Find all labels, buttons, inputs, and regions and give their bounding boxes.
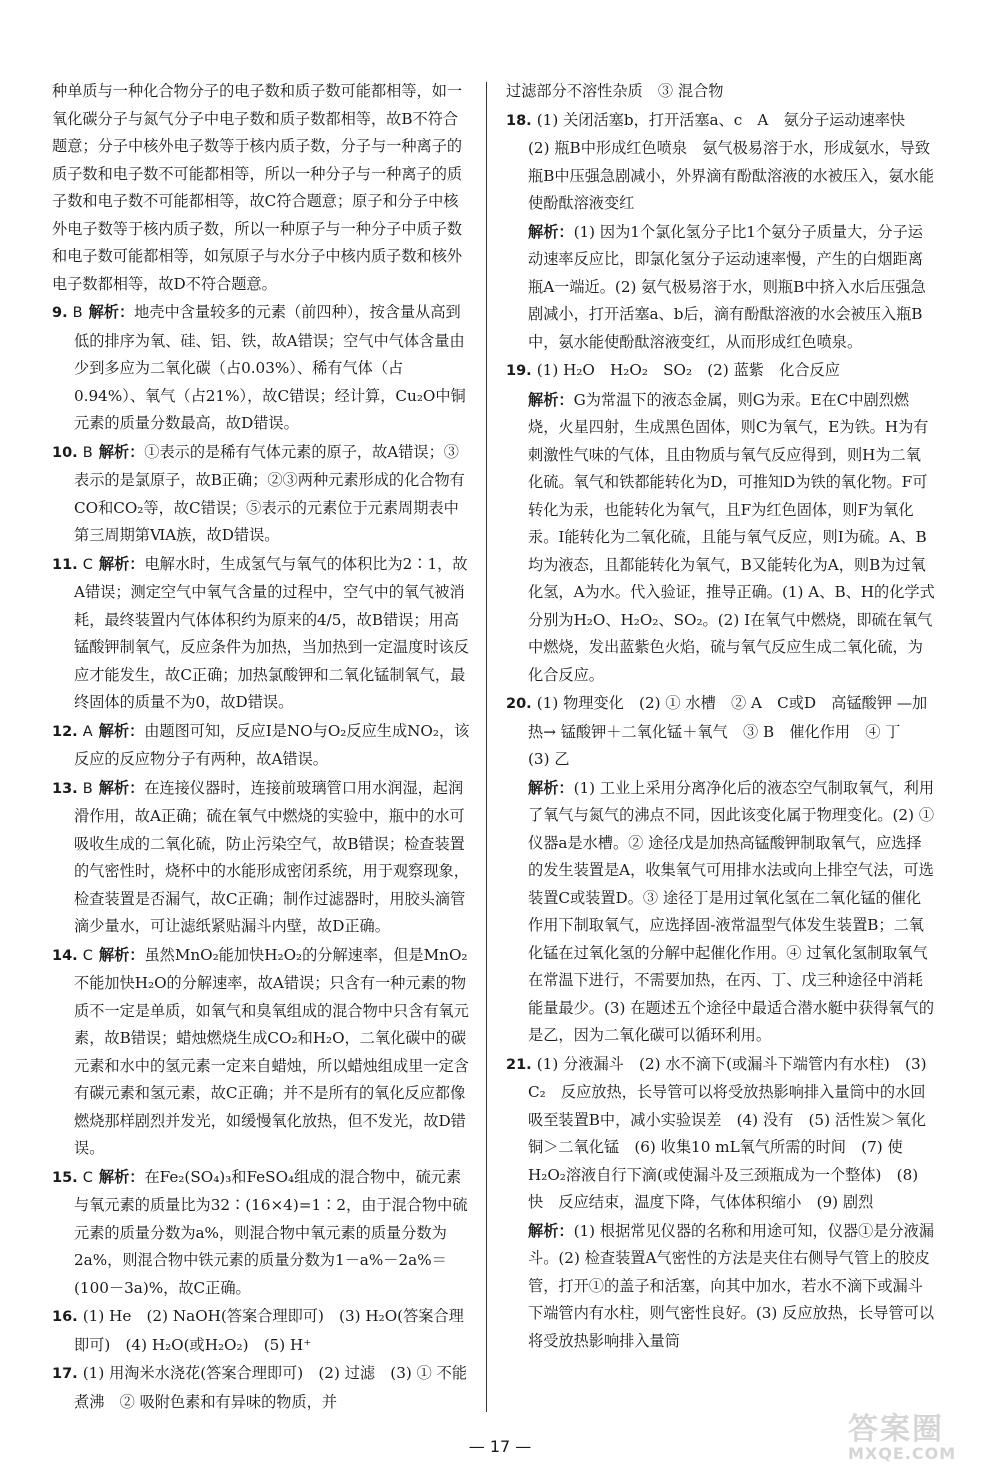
answer-text: 由题图可知，反应Ⅰ是NO与O₂反应生成NO₂，该反应的反应物分子有两种，故A错误。 — [74, 721, 470, 768]
answer-item — [52, 1360, 483, 1416]
site-watermark-logo — [848, 1404, 988, 1474]
watermark-bottom-text: MXQE.COM — [848, 1444, 957, 1463]
question-number: 18. — [506, 112, 537, 129]
answer-item — [506, 357, 936, 386]
answer-text: (1) 因为1个氯化氢分子比1个氨分子质量大，分子运动速率反应比，即氯化氢分子运动速率慢，产生的白烟距离瓶A一端近。(2) 氨气极易溶于水，则瓶B中挤入水后压强急剧减小，打开活塞a、b后，滴有酚酞溶液的水会被压入瓶B中，氨水能使酚酞溶液变红，从而形成红色喷泉。 — [528, 222, 926, 351]
question-number: 19. — [506, 363, 537, 379]
answer-text: (1) 物理变化 (2) ① 水槽 ② A C或D 高锰酸钾 —加热→ 锰酸钾＋二氧化锰＋氧气 ③ B 催化作用 ④ 丁 (3) 乙 — [528, 694, 928, 768]
answer-item — [52, 775, 470, 941]
answer-item — [506, 1051, 936, 1217]
answer-choice: B — [82, 780, 93, 797]
question-number: 10. — [52, 444, 83, 461]
answer-text: (1) 用淘米水浇花(答案合理即可) (2) 过滤 (3) ① 不能 煮沸 ② 吸附色素和有异味的物质，并 — [74, 1364, 483, 1411]
analysis-label: 解析： — [98, 442, 145, 461]
question-number: 17. — [52, 1366, 83, 1382]
right-intro: 过滤部分不溶性杂质 ③ 混合物 — [506, 82, 724, 100]
answer-choice: C — [82, 947, 93, 964]
left-question-list — [52, 299, 483, 1416]
answer-text: 地壳中含量较多的元素（前四种），按含量从高到低的排序为氧、硅、铝、铁，故A错误；空气中气体含量由少到多应为二氧化碳（占0.03%）、稀有气体（占0.94%）、氧气（占21%），故C错误；经计算，Cu₂O中铜元素的质量分数最高，故D错误。 — [74, 303, 466, 432]
answer-choice: A — [82, 723, 93, 740]
analysis-label: 解析： — [98, 554, 145, 573]
left-column — [52, 78, 483, 1417]
answer-item — [52, 551, 470, 717]
analysis-label: 解析： — [98, 945, 145, 964]
answer-item — [506, 1218, 936, 1356]
right-column — [506, 78, 936, 1356]
right-question-list — [506, 107, 936, 1356]
question-number: 12. — [52, 723, 83, 740]
analysis-label: 解析： — [528, 778, 574, 797]
answer-item — [52, 299, 470, 438]
question-number: 9. — [52, 305, 73, 321]
answer-item — [52, 942, 470, 1163]
analysis-label: 解析： — [98, 1167, 145, 1186]
question-number: 20. — [506, 696, 537, 712]
answer-text: 在Fe₂(SO₄)₃和FeSO₄组成的混合物中，硫元素与氧元素的质量比为32∶(16×4)=1∶2，由于混合物中硫元素的质量分数为a%，则混合物中氧元素的质量分数为2a%，则混合物中铁元素的质量分数为1－a%－2a%＝(100－3a)%，故C正确。 — [74, 1167, 468, 1297]
answer-choice: C — [82, 1169, 93, 1186]
question-number: 15. — [52, 1169, 83, 1186]
analysis-label: 解析： — [98, 778, 145, 797]
question-number: 16. — [52, 1309, 83, 1325]
left-intro: 种单质与一种化合物分子的电子数和质子数可能都相等，如一氧化碳分子与氮气分子中电子数和质子数都相等，故B不符合题意；分子中核外电子数等于核内质子数，分子与一种离子的质子数和电子数不可能都相等，所以一种分子与一种离子的质子数和电子数不可能都相等，故C符合题意；原子和分子中核外电子数等于核内质子数，所以一种原子与一种分子中质子数和电子数可能都相等，如氖原子与水分子中核内质子数和核外电子数都相等，故D不符合题意。 — [52, 82, 463, 293]
analysis-label: 解析： — [528, 390, 574, 409]
column-divider — [486, 82, 487, 1412]
analysis-label: 解析： — [98, 721, 145, 740]
answer-text: G为常温下的液态金属，则G为汞。E在C中剧烈燃烧，火星四射，生成黑色固体，则C为氧气，E为铁。H为有刺激性气味的气体，且由物质与氧气反应得到，则H为二氧化硫。氧气和铁都能转化为D，可推知D为铁的氧化物。F可转化为汞，也能转化为氧气，且F为红色固体，则F为氧化汞。I能转化为二氧化硫，且能与氧气反应，则I为硫。A、B均为液态，且都能转化为氧气，B又能转化为A，则B为过氧化氢，A为水。代入验证，推导正确。(1) A、B、H的化学式分别为H₂O、H₂O₂、SO₂。(2) I在氧气中燃烧，即硫在氧气中燃烧，发出蓝紫色火焰，硫与氧气反应生成二氧化硫，为化合反应。 — [528, 390, 935, 684]
answer-text: (1) 工业上采用分离净化后的液态空气制取氧气，利用了氧气与氮气的沸点不同，因此该变化属于物理变化。(2) ① 仪器a是水槽。② 途径戊是加热高锰酸钾制取氧气，应选择的发生装置是A，收集氧气可用排水法或向上排空气法，可选装置C或装置D。③ 途径丁是用过氧化氢在二氧化锰的催化作用下制取氧气，应选择固-液常温型气体发生装置B；二氧化锰在过氧化氢的分解中起催化作用。④ 过氧化氢制取氧气在常温下进行，不需要加热，在丙、丁、戊三种途径中消耗能量最少。(3) 在题述五个途径中最适合潜水艇中获得氧气的是乙，因为二氧化碳可以循环利用。 — [528, 778, 935, 1044]
answer-item — [506, 775, 936, 1050]
answer-text: (1) 关闭活塞b，打开活塞a、c A 氨分子运动速率快 (2) 瓶B中形成红色喷泉 氨气极易溶于水，形成氨水，导致瓶B中压强急剧减小，外界滴有酚酞溶液的水被压入，氨水能使酚酞溶液变红 — [528, 110, 935, 212]
answer-text: (1) He (2) NaOH(答案合理即可) (3) H₂O(答案合理即可) (4) H₂O(或H₂O₂) (5) H⁺ — [74, 1307, 464, 1354]
answer-item — [506, 690, 936, 774]
question-number: 13. — [52, 780, 83, 797]
answer-item — [506, 107, 936, 218]
answer-item — [52, 1303, 470, 1359]
answer-item — [52, 439, 470, 550]
answer-text: 电解水时，生成氢气与氧气的体积比为2∶1，故A错误；测定空气中氧气含量的过程中，空气中的氧气被消耗，最终装置内气体体积约为原来的4/5，故B错误；用高锰酸钾制氧气，反应条件为加热，当加热到一定温度时该反应才能发生，故C正确；加热氯酸钾和二氧化锰制氧气，最终固体的质量不为0，故D错误。 — [74, 554, 469, 711]
answer-choice: C — [82, 556, 93, 573]
answer-text: (1) 分液漏斗 (2) 水不滴下(或漏斗下端管内有水柱) (3) C₂ 反应放热，长导管可以将受放热影响排入量筒中的水回吸至装置B中，减小实验误差 (4) 没有 (5) 活性炭＞氧化铜＞二氧化锰 (6) 收集10 mL氧气所需的时间 (7) 使H₂O₂溶液自行下滴(或使漏斗及三颈瓶成为一个整体) (8) 快 反应结束，温度下降，气体体积缩小 (9) 剧烈 — [528, 1054, 927, 1211]
answer-item — [52, 1164, 470, 1303]
answer-choice: B — [72, 305, 83, 321]
answer-item — [52, 718, 470, 774]
answer-text: (1) H₂O H₂O₂ SO₂ (2) 蓝紫 化合反应 — [536, 361, 840, 379]
answer-text: ①表示的是稀有气体元素的原子，故A错误；③表示的是氯原子，故B正确；②③两种元素形成的化合物有CO和CO₂等，故C错误；⑤表示的元素位于元素周期表中第三周期第ⅥA族，故D错误。 — [74, 442, 465, 544]
analysis-label: 解析： — [88, 303, 135, 321]
answer-item — [506, 387, 936, 690]
answer-text: (1) 根据常见仪器的名称和用途可知，仪器①是分液漏斗。(2) 检查装置A气密性的方法是夹住右侧导气管上的胶皮管，打开①的盖子和活塞，向其中加水，若水不滴下或漏斗下端管内有水柱，则气密性良好。(3) 反应放热，长导管可以将受放热影响排入量筒 — [528, 1221, 935, 1350]
question-number: 21. — [506, 1056, 537, 1073]
answer-choice: B — [82, 444, 93, 461]
watermark-top-text: 答案圈 — [848, 1412, 944, 1447]
analysis-label: 解析： — [528, 1221, 574, 1240]
answer-text: 虽然MnO₂能加快H₂O₂的分解速率，但是MnO₂不能加快H₂O的分解速率，故A错误；只含有一种元素的物质不一定是单质，如氧气和臭氧组成的混合物中只含有氧元素，故B错误；蜡烛燃烧生成CO₂和H₂O，二氧化碳中的碳元素和水中的氢元素一定来自蜡烛，所以蜡烛组成里一定含有碳元素和氢元素，故C正确；并不是所有的氧化反应都像燃烧那样剧烈并发光，如缓慢氧化放热，但不发光，故D错误。 — [74, 945, 469, 1157]
analysis-label: 解析： — [528, 222, 574, 241]
question-number: 11. — [52, 556, 83, 573]
answer-item — [506, 219, 936, 357]
answer-text: 在连接仪器时，连接前玻璃管口用水润湿，起润滑作用，故A正确；硫在氧气中燃烧的实验中，瓶中的水可吸收生成的二氧化硫，防止污染空气，故B错误；检查装置的气密性时，烧杯中的水能形成密闭系统，用于观察现象，检查装置是否漏气，故C正确；制作过滤器时，用胶头滴管滴少量水，可让滤纸紧贴漏斗内壁，故D正确。 — [74, 778, 469, 935]
page-number: — 17 — — [468, 1437, 532, 1456]
question-number: 14. — [52, 947, 83, 964]
